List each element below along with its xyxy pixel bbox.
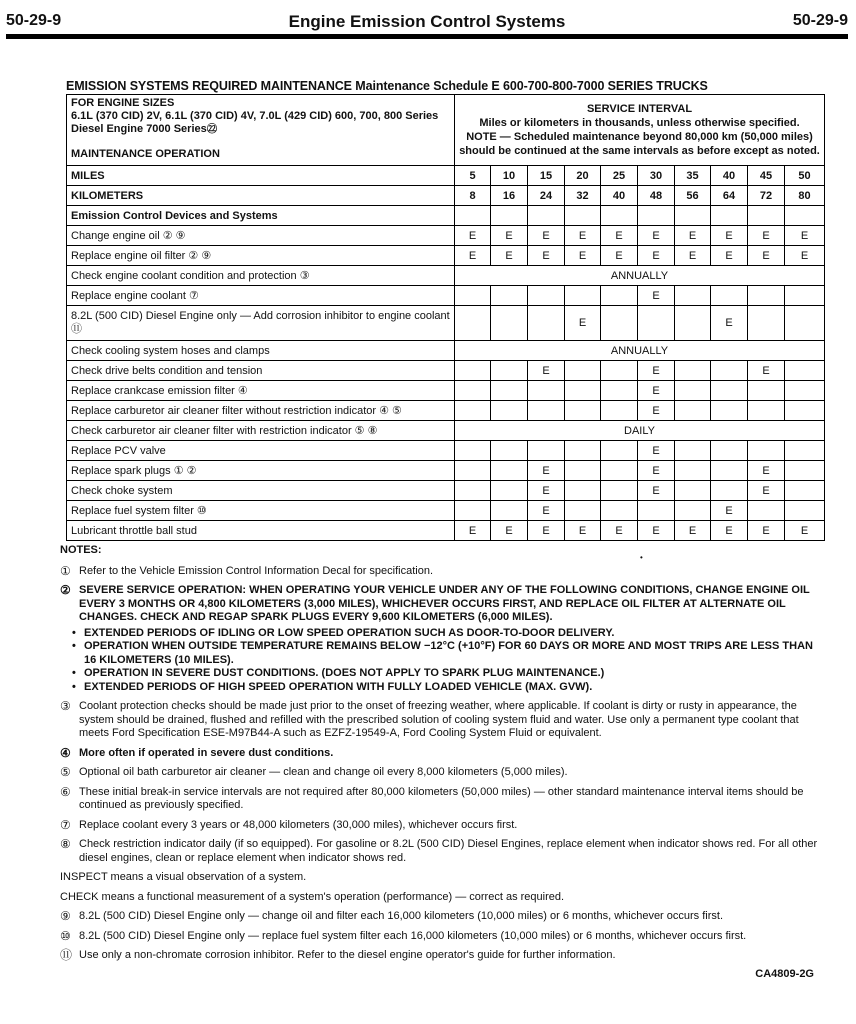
note-text: Refer to the Vehicle Emission Control Information Decal for specification.	[79, 564, 433, 577]
note-text: SEVERE SERVICE OPERATION: WHEN OPERATING YOUR VEHICLE UNDER ANY OF THE FOLLOWING CONDITIONS, CHANGE ENGINE OIL EVERY 3 MONTHS OR 4,800 KILOMETERS (3,000 MILES), WHICHEVER OCCURS FIRST, AND REPLACE OIL FILTER AT ALTERNATE OIL CHANGES. CHECK AND REGAP SPARK PLUGS EVERY 9,600 KILOMETERS (6,000 MILES).	[79, 584, 810, 623]
note-marker: ④	[60, 745, 71, 760]
interval-mark: E	[638, 381, 675, 401]
operation-label: Lubricant throttle ball stud	[67, 521, 455, 541]
operation-label: Replace PCV valve	[67, 441, 455, 461]
table-row	[67, 286, 825, 306]
table-row	[67, 266, 825, 286]
note-marker: ⑩	[60, 928, 71, 943]
km-value: 16	[491, 186, 528, 206]
note-marker: ⑪	[60, 948, 73, 962]
table-row	[67, 501, 825, 521]
interval-mark: E	[565, 226, 601, 246]
operation-label: Change engine oil ② ⑨	[67, 226, 455, 246]
interval-mark: E	[455, 521, 491, 541]
header-rule	[6, 34, 848, 39]
engine-note-mark: ㉒	[206, 123, 218, 135]
note-4	[60, 747, 825, 761]
interval-mark: E	[528, 521, 565, 541]
check-definition: CHECK means a functional measurement of a system's operation (performance) — correct as required.	[60, 890, 565, 903]
miles-value: 20	[565, 166, 601, 186]
interval-mark: E	[711, 246, 748, 266]
interval-mark: E	[638, 521, 675, 541]
miles-value: 30	[638, 166, 675, 186]
interval-mark: E	[638, 461, 675, 481]
table-row	[67, 401, 825, 421]
interval-mark: E	[748, 246, 785, 266]
note-marker: ①	[60, 563, 71, 578]
table-row	[67, 246, 825, 266]
operation-label: Replace fuel system filter ⑩	[67, 501, 455, 521]
operation-label: Replace crankcase emission filter ④	[67, 381, 455, 401]
note-5	[60, 766, 825, 780]
km-value: 64	[711, 186, 748, 206]
note-marker: ⑧	[60, 837, 71, 851]
bullet-text: EXTENDED PERIODS OF IDLING OR LOW SPEED OPERATION SUCH AS DOOR-TO-DOOR DELIVERY.	[84, 626, 615, 639]
page-number-right: 50-29-9	[792, 12, 848, 29]
interval-mark: E	[711, 501, 748, 521]
scan-speck: •	[640, 553, 643, 562]
interval-mark: E	[785, 246, 825, 266]
interval-mark: E	[638, 441, 675, 461]
km-value: 56	[675, 186, 711, 206]
engine-sizes-text: 6.1L (370 CID) 2V, 6.1L (370 CID) 4V, 7.0L (429 CID) 600, 700, 800 Series Diesel Engine 7000 Series	[71, 110, 439, 135]
interval-mark: E	[638, 226, 675, 246]
note-9	[60, 910, 825, 924]
note-text: Use only a non-chromate corrosion inhibitor. Refer to the diesel engine operator's guide for further information.	[79, 949, 616, 961]
section-row	[67, 206, 825, 226]
kilometers-label: KILOMETERS	[67, 186, 455, 206]
interval-mark: E	[528, 226, 565, 246]
note-text: 8.2L (500 CID) Diesel Engine only — replace fuel system filter each 16,000 kilometers (10,000 miles) or 6 months, whichever occurs first.	[79, 929, 747, 942]
km-value: 24	[528, 186, 565, 206]
engine-sizes-label: FOR ENGINE SIZES	[71, 97, 175, 109]
table-header-row	[67, 95, 825, 166]
operation-label: Check drive belts condition and tension	[67, 361, 455, 381]
note-2-bullet-3	[60, 667, 825, 681]
section-label: Emission Control Devices and Systems	[67, 206, 455, 226]
note-7	[60, 819, 825, 833]
interval-mark: E	[638, 401, 675, 421]
interval-mark: E	[711, 226, 748, 246]
bullet-icon: •	[72, 640, 76, 652]
interval-mark: E	[785, 226, 825, 246]
interval-mark: E	[528, 246, 565, 266]
notes-section	[60, 544, 825, 969]
km-value: 40	[601, 186, 638, 206]
bullet-icon: •	[72, 667, 76, 679]
interval-mark: E	[638, 286, 675, 306]
page-header	[6, 8, 848, 36]
table-row	[67, 521, 825, 541]
interval-mark: E	[675, 246, 711, 266]
bullet-icon: •	[72, 680, 76, 693]
schedule-title-rest: Maintenance Schedule E 600-700-800-7000 SERIES TRUCKS	[355, 79, 708, 93]
interval-mark: E	[711, 306, 748, 341]
operation-label: Replace engine coolant ⑦	[67, 286, 455, 306]
interval-mark: E	[601, 246, 638, 266]
miles-value: 50	[785, 166, 825, 186]
page-number-left: 50-29-9	[6, 12, 62, 29]
km-value: 72	[748, 186, 785, 206]
note-marker: ⑤	[60, 765, 71, 779]
miles-value: 35	[675, 166, 711, 186]
miles-row	[67, 166, 825, 186]
interval-mark: E	[638, 361, 675, 381]
interval-mark: E	[785, 521, 825, 541]
note-marker: ②	[60, 583, 71, 597]
km-value: 32	[565, 186, 601, 206]
interval-mark: E	[455, 226, 491, 246]
note-3	[60, 700, 825, 741]
km-value: 8	[455, 186, 491, 206]
notes-heading: NOTES:	[60, 544, 102, 556]
service-interval-cell	[455, 95, 825, 166]
note-6	[60, 786, 825, 813]
note-8	[60, 838, 825, 865]
table-row	[67, 381, 825, 401]
interval-mark: E	[491, 521, 528, 541]
note-1	[60, 565, 825, 579]
km-value: 48	[638, 186, 675, 206]
note-text: Replace coolant every 3 years or 48,000 kilometers (30,000 miles), whichever occurs first.	[79, 818, 518, 831]
miles-value: 40	[711, 166, 748, 186]
miles-value: 25	[601, 166, 638, 186]
note-text: More often if operated in severe dust conditions.	[79, 746, 334, 759]
bullet-text: OPERATION WHEN OUTSIDE TEMPERATURE REMAINS BELOW −12°C (+10°F) FOR 60 DAYS OR MORE AND MOST TRIPS ARE LESS THAN 16 KILOMETERS (10 MILES).	[84, 640, 813, 666]
interval-annually: ANNUALLY	[455, 341, 825, 361]
inspect-definition: INSPECT means a visual observation of a system.	[60, 871, 307, 883]
interval-mark: E	[748, 521, 785, 541]
interval-mark: E	[638, 246, 675, 266]
service-interval-line2: NOTE — Scheduled maintenance beyond 80,000 km (50,000 miles) should be continued at the same intervals as before except as noted.	[459, 131, 820, 157]
miles-value: 15	[528, 166, 565, 186]
operation-label: Replace engine oil filter ② ⑨	[67, 246, 455, 266]
interval-mark: E	[638, 481, 675, 501]
interval-annually: ANNUALLY	[455, 266, 825, 286]
maintenance-operation-label: MAINTENANCE OPERATION	[71, 148, 220, 160]
operation-label: Check choke system	[67, 481, 455, 501]
table-row	[67, 361, 825, 381]
service-interval-line1: Miles or kilometers in thousands, unless otherwise specified.	[479, 117, 800, 129]
note-text: These initial break-in service intervals are not required after 80,000 kilometers (50,000 miles) — other standard maintenance interval items should be continued as previously specified.	[79, 785, 804, 811]
interval-daily: DAILY	[455, 421, 825, 441]
note-2	[60, 584, 825, 625]
operation-label: 8.2L (500 CID) Diesel Engine only — Add corrosion inhibitor to engine coolant ⑪	[67, 306, 455, 341]
schedule-title	[66, 79, 708, 93]
note-text: 8.2L (500 CID) Diesel Engine only — change oil and filter each 16,000 kilometers (10,000 miles) or 6 months, whichever occurs first.	[79, 910, 724, 922]
interval-mark: E	[565, 521, 601, 541]
interval-mark: E	[748, 361, 785, 381]
interval-mark: E	[748, 226, 785, 246]
engine-sizes-cell	[67, 95, 455, 166]
kilometers-row	[67, 186, 825, 206]
interval-mark: E	[711, 521, 748, 541]
table-row	[67, 481, 825, 501]
operation-label: Replace carburetor air cleaner filter without restriction indicator ④ ⑤	[67, 401, 455, 421]
bullet-text: EXTENDED PERIODS OF HIGH SPEED OPERATION WITH FULLY LOADED VEHICLE (MAX. GVW).	[84, 680, 593, 693]
figure-code: CA4809-2G	[755, 968, 814, 980]
operation-label: Replace spark plugs ① ②	[67, 461, 455, 481]
service-interval-title: SERVICE INTERVAL	[586, 103, 693, 115]
interval-mark: E	[748, 481, 785, 501]
interval-mark: E	[675, 521, 711, 541]
note-text: Check restriction indicator daily (if so equipped). For gasoline or 8.2L (500 CID) Diesel Engines, replace element when indicator shows red. For all other diesel engines, clean or replace element when indicator shows red.	[79, 838, 818, 864]
interval-mark: E	[528, 461, 565, 481]
interval-mark: E	[601, 521, 638, 541]
km-value: 80	[785, 186, 825, 206]
note-10	[60, 930, 825, 944]
note-2-bullet-2	[60, 640, 825, 667]
interval-mark: E	[565, 306, 601, 341]
miles-label: MILES	[67, 166, 455, 186]
note-11	[60, 949, 825, 963]
table-row	[67, 461, 825, 481]
note-marker: ⑦	[60, 817, 71, 832]
interval-mark: E	[528, 361, 565, 381]
interval-mark: E	[491, 246, 528, 266]
interval-mark: E	[565, 246, 601, 266]
bullet-icon: •	[72, 626, 76, 639]
note-text: Optional oil bath carburetor air cleaner — clean and change oil every 8,000 kilometers (5,000 miles).	[79, 766, 568, 778]
note-2-bullet-4	[60, 681, 825, 695]
table-row	[67, 341, 825, 361]
schedule-title-bold: EMISSION SYSTEMS REQUIRED MAINTENANCE	[66, 79, 352, 93]
operation-label: Check engine coolant condition and protection ③	[67, 266, 455, 286]
interval-mark: E	[491, 226, 528, 246]
interval-mark: E	[455, 246, 491, 266]
table-row	[67, 306, 825, 341]
interval-mark: E	[601, 226, 638, 246]
table-row	[67, 421, 825, 441]
note-2-bullet-1	[60, 627, 825, 641]
note-marker: ⑥	[60, 784, 71, 799]
note-marker: ③	[60, 699, 71, 713]
miles-value: 5	[455, 166, 491, 186]
page-title: Engine Emission Control Systems	[288, 12, 566, 31]
miles-value: 45	[748, 166, 785, 186]
maintenance-schedule-table	[66, 94, 825, 541]
note-marker: ⑨	[60, 909, 71, 923]
interval-mark: E	[748, 461, 785, 481]
bullet-text: OPERATION IN SEVERE DUST CONDITIONS. (DOES NOT APPLY TO SPARK PLUG MAINTENANCE.)	[84, 667, 605, 679]
interval-mark: E	[528, 481, 565, 501]
operation-label: Check cooling system hoses and clamps	[67, 341, 455, 361]
miles-value: 10	[491, 166, 528, 186]
table-row	[67, 226, 825, 246]
interval-mark: E	[528, 501, 565, 521]
operation-label: Check carburetor air cleaner filter with restriction indicator ⑤ ⑧	[67, 421, 455, 441]
note-text: Coolant protection checks should be made just prior to the onset of freezing weather, where applicable. If coolant is dirty or rusty in appearance, the system should be drained, flushed and refilled with the prescribed solution of cooling system fluid and water. Use only a permanent type coolant that meets Ford Specification ESE-M97B44-A such as EZFZ-19549-A, Ford Cooling System Fluid or equivalent.	[79, 700, 799, 739]
interval-mark: E	[675, 226, 711, 246]
table-row	[67, 441, 825, 461]
